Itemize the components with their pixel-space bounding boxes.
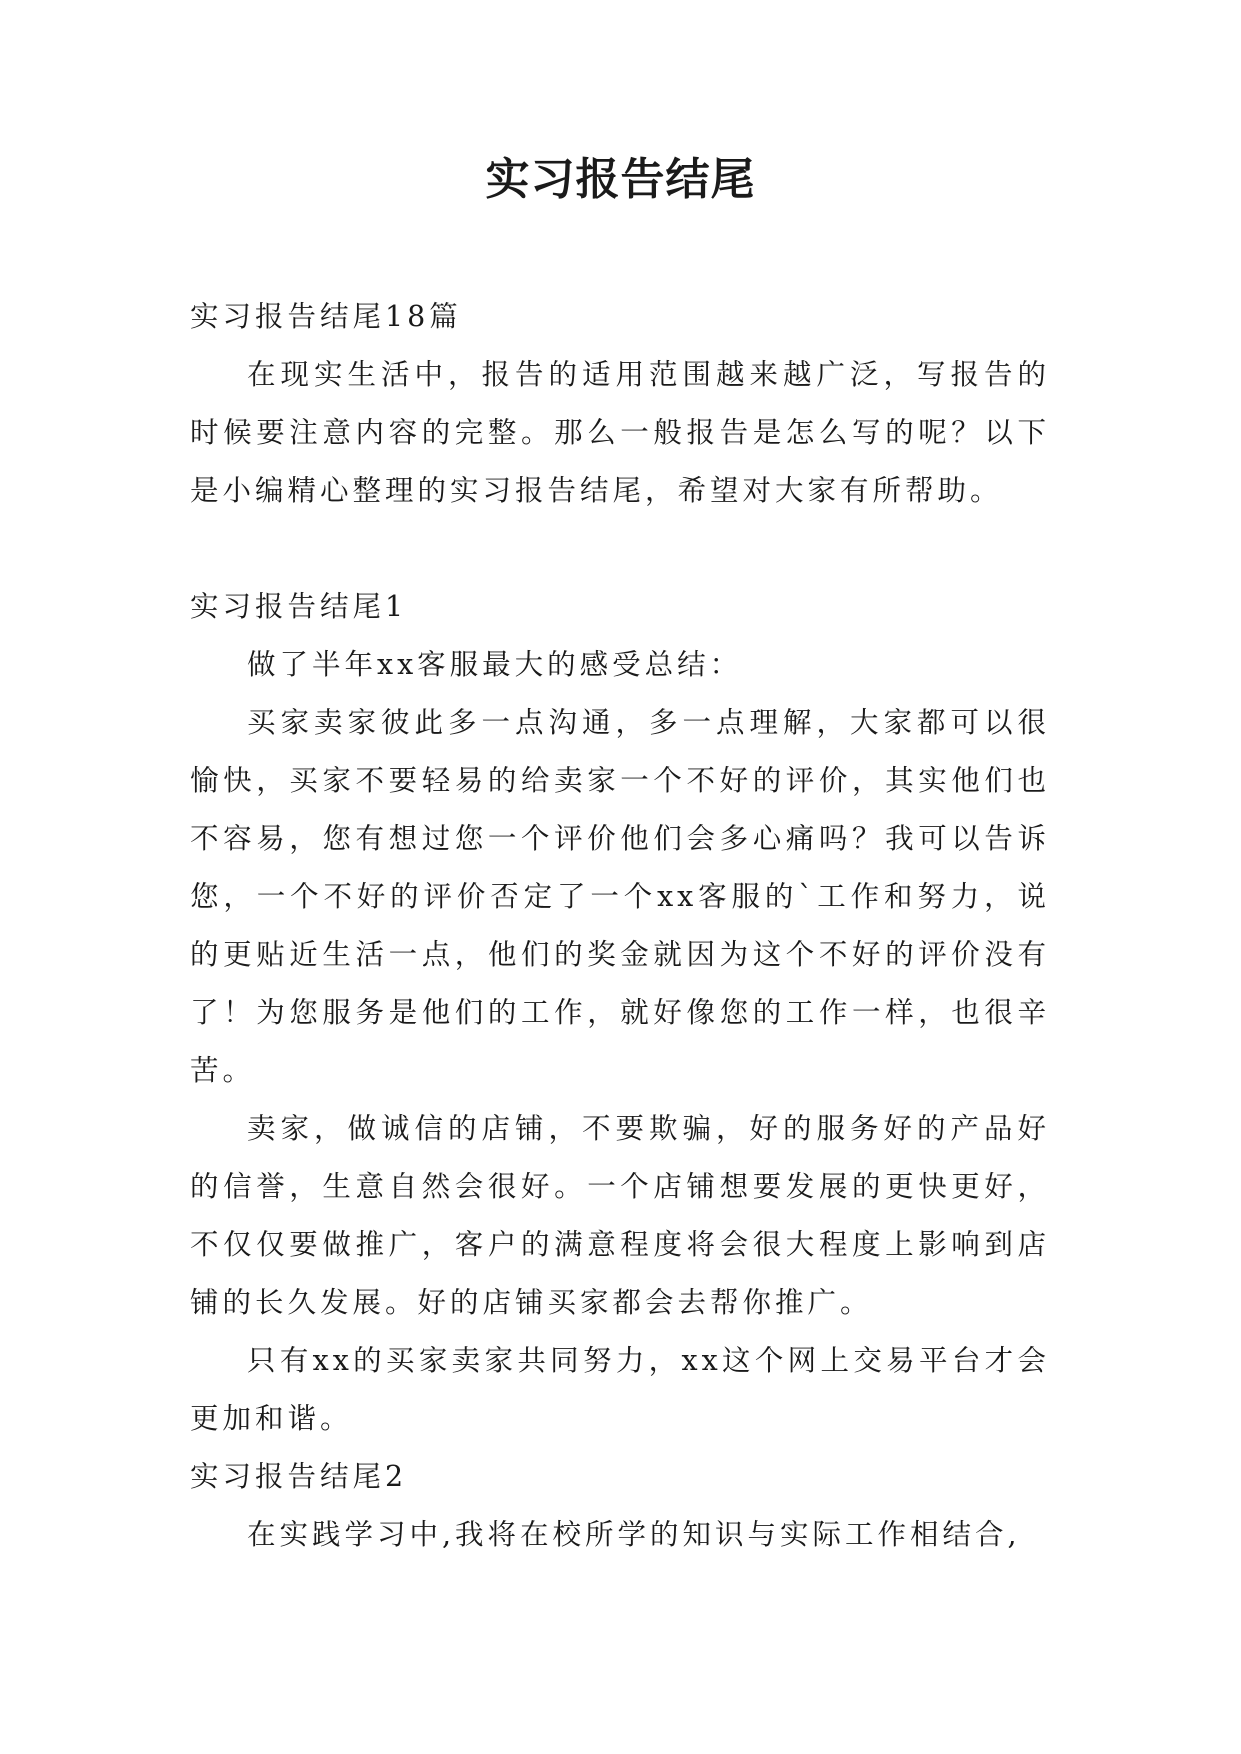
section-1-paragraph-2: 买家卖家彼此多一点沟通，多一点理解，大家都可以很愉快，买家不要轻易的给卖家一个不好的评价，其实他们也不容易，您有想过您一个评价他们会多心痛吗？我可以告诉您，一个不好的评价否定了一个xx客服的`工作和努力，说的更贴近生活一点，他们的奖金就因为这个不好的评价没有了！为您服务是他们的工作，就好像您的工作一样，也很辛苦。 <box>190 706 1050 1087</box>
section-2-paragraph-1: 在实践学习中,我将在校所学的知识与实际工作相结合, <box>247 1518 1021 1551</box>
document-subtitle: 实习报告结尾18篇 <box>190 300 462 333</box>
section-heading-2: 实习报告结尾2 <box>190 1460 408 1493</box>
section-1-paragraph-3: 卖家，做诚信的店铺，不要欺骗，好的服务好的产品好的信誉，生意自然会很好。一个店铺想要发展的更快更好，不仅仅要做推广，客户的满意程度将会很大程度上影响到店铺的长久发展。好的店铺买家都会去帮你推广。 <box>190 1112 1050 1319</box>
intro-paragraph: 在现实生活中，报告的适用范围越来越广泛，写报告的时候要注意内容的完整。那么一般报告是怎么写的呢？以下是小编精心整理的实习报告结尾，希望对大家有所帮助。 <box>190 358 1050 507</box>
document-body <box>190 288 1050 1564</box>
section-heading-1: 实习报告结尾1 <box>190 590 408 623</box>
blank-line <box>190 520 1050 578</box>
section-1-paragraph-1: 做了半年xx客服最大的感受总结： <box>247 648 743 681</box>
section-1-paragraph-4: 只有xx的买家卖家共同努力，xx这个网上交易平台才会更加和谐。 <box>190 1344 1050 1435</box>
document-title: 实习报告结尾 <box>485 154 756 205</box>
